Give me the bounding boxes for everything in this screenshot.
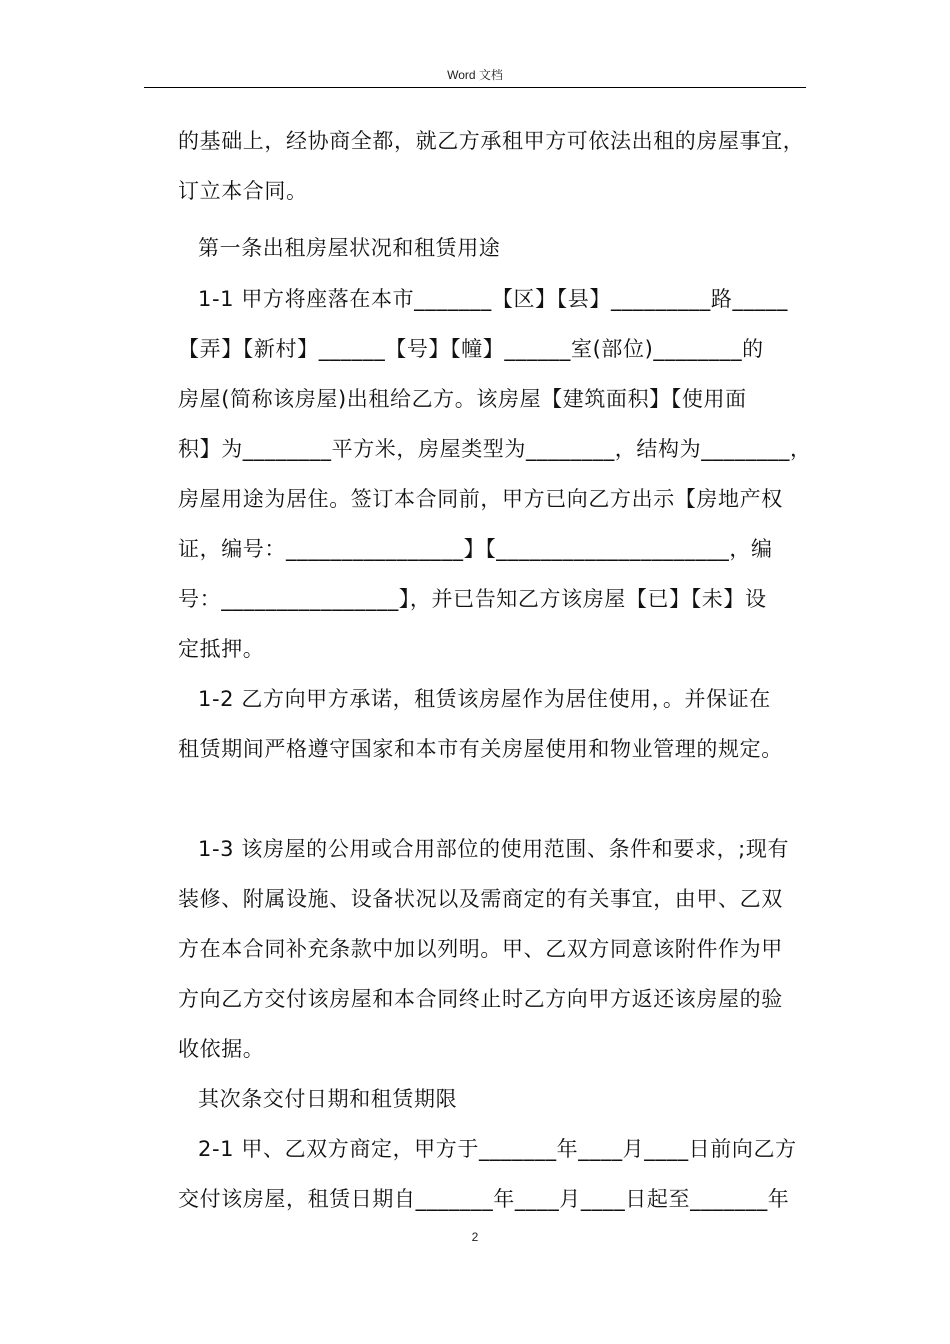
body-line: 证，编号：________________】【_____________________，编 (178, 537, 773, 561)
body-line: 收依据。 (178, 1037, 265, 1061)
body-line: 2-1 甲、乙双方商定，甲方于_______年____月____日前向乙方 (198, 1137, 797, 1161)
page-header: Word 文档 (447, 68, 503, 82)
body-line: 装修、附属设施、设备状况以及需商定的有关事宜，由甲、乙双 (178, 887, 783, 911)
body-line: 1-1 甲方将座落在本市_______【区】【县】_________路_____ (198, 287, 788, 311)
body-line: 定抵押。 (178, 637, 265, 661)
body-line: 方在本合同补充条款中加以列明。甲、乙双方同意该附件作为甲 (178, 937, 783, 961)
body-line: 订立本合同。 (178, 179, 308, 203)
body-line: 积】为________平方米，房屋类型为________，结构为________， (178, 437, 812, 461)
body-line: 【弄】【新村】______【号】【幢】______室(部位)________的 (178, 337, 764, 361)
body-line: 房屋用途为居住。签订本合同前，甲方已向乙方出示【房地产权 (178, 487, 783, 511)
section-heading: 第一条出租房屋状况和租赁用途 (198, 236, 501, 260)
body-line: 房屋(简称该房屋)出租给乙方。该房屋【建筑面积】【使用面 (178, 387, 747, 411)
body-line: 租赁期间严格遵守国家和本市有关房屋使用和物业管理的规定。 (178, 737, 783, 761)
body-line: 1-2 乙方向甲方承诺，租赁该房屋作为居住使用，。并保证在 (198, 687, 771, 711)
body-line: 交付该房屋，租赁日期自_______年____月____日起至_______年 (178, 1187, 790, 1211)
page-number: 2 (471, 1230, 479, 1244)
header-divider (144, 87, 806, 88)
body-line: 方向乙方交付该房屋和本合同终止时乙方向甲方返还该房屋的验 (178, 987, 783, 1011)
body-line: 的基础上，经协商全都，就乙方承租甲方可依法出租的房屋事宜， (178, 129, 805, 153)
body-line: 1-3 该房屋的公用或合用部位的使用范围、条件和要求，;现有 (198, 837, 790, 861)
body-line: 号：________________】，并已告知乙方该房屋【已】【未】设 (178, 587, 767, 611)
section-heading: 其次条交付日期和租赁期限 (198, 1087, 458, 1111)
